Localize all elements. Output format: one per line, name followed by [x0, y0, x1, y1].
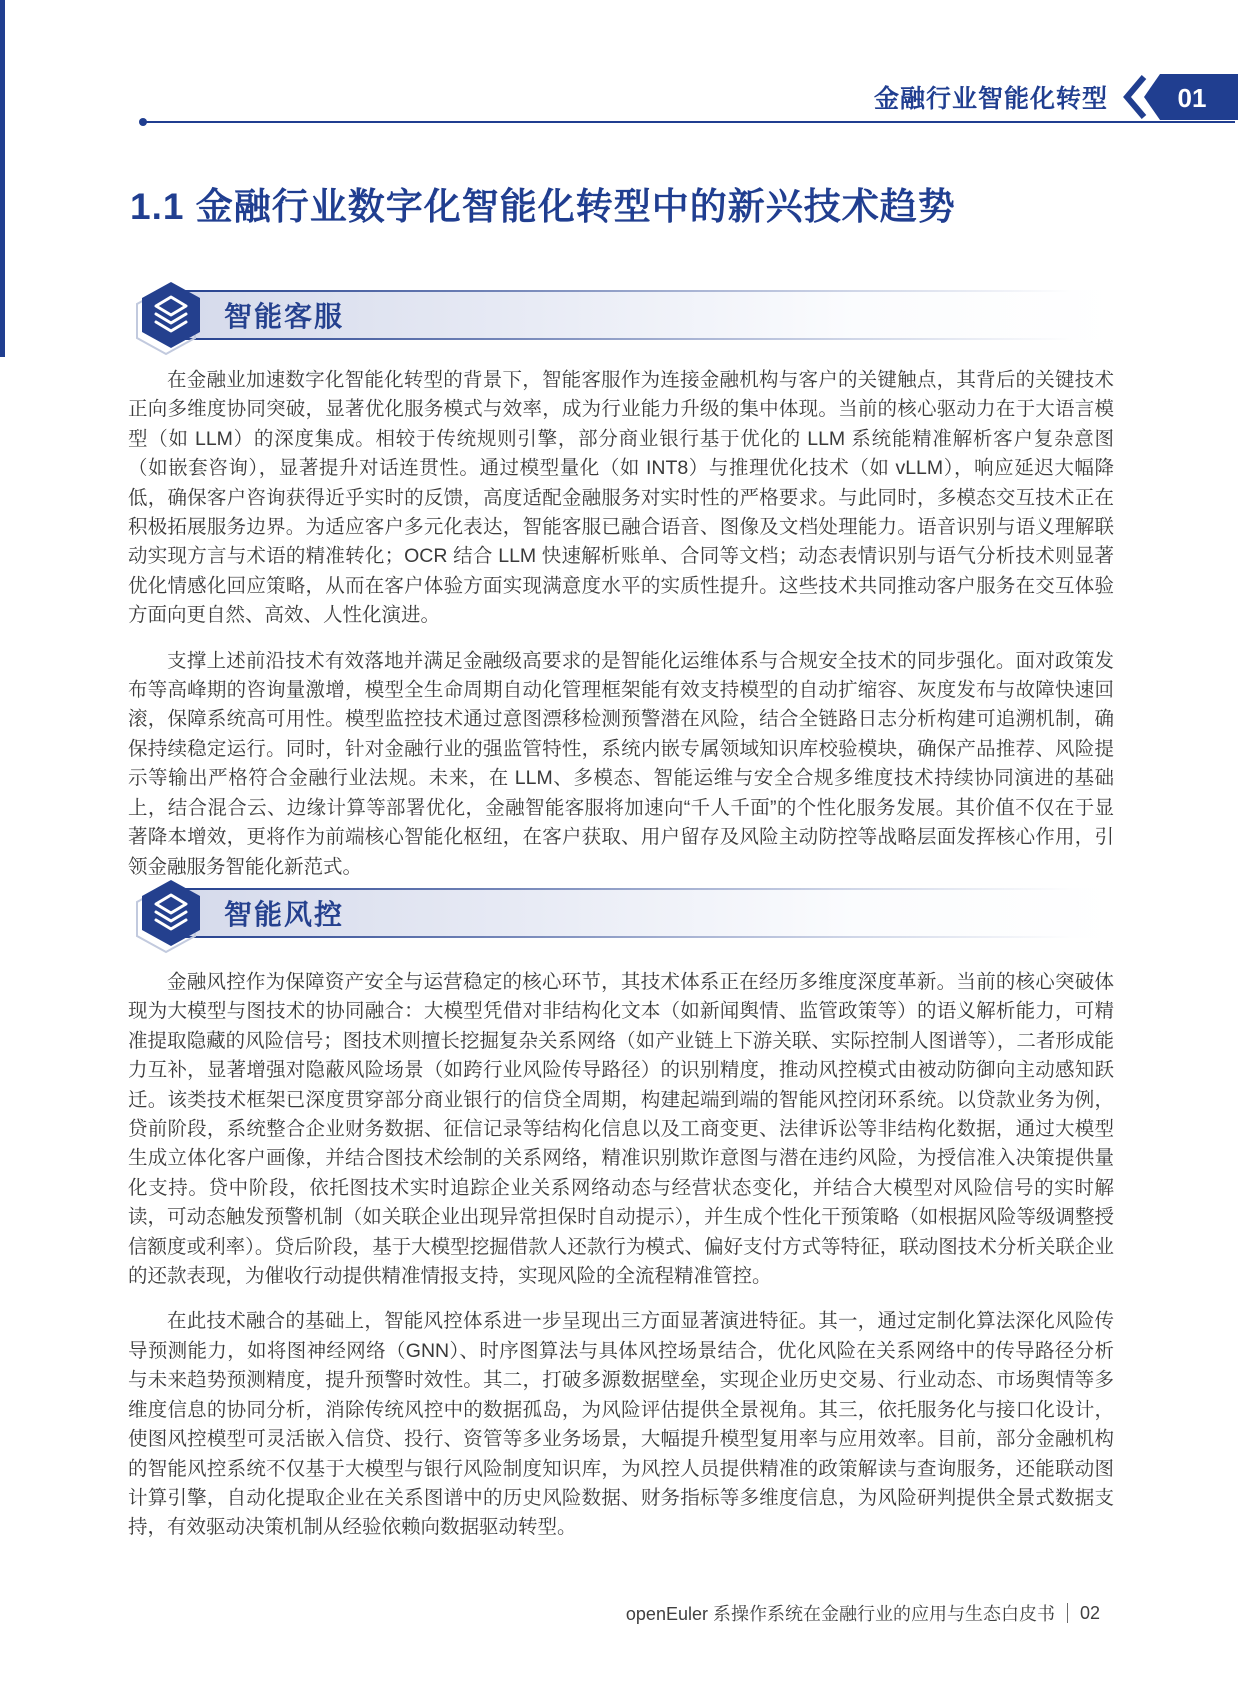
paragraph: 金融风控作为保障资产安全与运营稳定的核心环节，其技术体系正在经历多维度深度革新。当前的核心突破体现为大模型与图技术的协同融合：大模型凭借对非结构化文本（如新闻舆情、监管政策等）的语义解析能力，可精准提取隐藏的风险信号；图技术则擅长挖掘复杂关系网络（如产业链上下游关联、实际控制人图谱等），二者形成能力互补，显著增强对隐蔽风险场景（如跨行业风险传导路径）的识别精度，推动风控模式由被动防御向主动感知跃迁。该类技术框架已深度贯穿部分商业银行的信贷全周期，构建起端到端的智能风控闭环系统。以贷款业务为例，贷前阶段，系统整合企业财务数据、征信记录等结构化信息以及工商变更、法律诉讼等非结构化数据，通过大模型生成立体化客户画像，并结合图技术绘制的关系网络，精准识别欺诈意图与潜在违约风险，为授信准入决策提供量化支持。贷中阶段，依托图技术实时追踪企业关系网络动态与经营状态变化，并结合大模型对风险信号的实时解读，可动态触发预警机制（如关联企业出现异常担保时自动提示），并生成个性化干预策略（如根据风险等级调整授信额度或利率）。贷后阶段，基于大模型挖掘借款人还款行为模式、偏好支付方式等特征，联动图技术分析关联企业的还款表现，为催收行动提供精准情报支持，实现风险的全流程精准管控。	[128, 971, 1114, 1288]
page-footer	[626, 1600, 1100, 1626]
footer-page-number: 02	[1079, 1602, 1100, 1623]
page-header	[0, 74, 1238, 120]
footer-divider	[1067, 1603, 1068, 1623]
layers-icon	[136, 878, 206, 956]
section-body-smart-risk-control	[128, 968, 1114, 1543]
header-section-label: 金融行业智能化转型	[873, 85, 1108, 113]
footer-book-title: openEuler 系操作系统在金融行业的应用与生态白皮书	[625, 1604, 1055, 1624]
section-heading: 智能客服	[224, 301, 345, 332]
left-accent-bar	[0, 0, 5, 357]
page-number-badge	[1118, 74, 1238, 120]
paragraph: 支撑上述前沿技术有效落地并满足金融级高要求的是智能化运维体系与合规安全技术的同步强化。面对政策发布等高峰期的咨询量激增，模型全生命周期自动化管理框架能有效支持模型的自动扩缩容、灰度发布与故障快速回滚，保障系统高可用性。模型监控技术通过意图漂移检测预警潜在风险，结合全链路日志分析构建可追溯机制，确保持续稳定运行。同时，针对金融行业的强监管特性，系统内嵌专属领域知识库校验模块，确保产品推荐、风险提示等输出严格符合金融行业法规。未来，在 LLM、多模态、智能运维与安全合规多维度技术持续协同演进的基础上，结合混合云、边缘计算等部署优化，金融智能客服将加速向“千人千面”的个性化服务发展。其价值不仅在于显著降本增效，更将作为前端核心智能化枢纽，在客户获取、用户留存及风险主动防控等战略层面发挥核心作用，引领金融服务智能化新范式。	[128, 649, 1114, 878]
chapter-title: 1.1 金融行业数字化智能化转型中的新兴技术趋势	[130, 186, 956, 227]
section-heading: 智能风控	[224, 899, 345, 930]
layers-icon	[136, 280, 206, 358]
paragraph: 在此技术融合的基础上，智能风控体系进一步呈现出三方面显著演进特征。其一，通过定制化算法深化风险传导预测能力，如将图神经网络（GNN）、时序图算法与具体风控场景结合，优化风险在关系网络中的传导路径分析与未来趋势预测精度，提升预警时效性。其二，打破多源数据壁垒，实现企业历史交易、行业动态、市场舆情等多维度信息的协同分析，消除传统风控中的数据孤岛，为风险评估提供全景视角。其三，依托服务化与接口化设计，使图风控模型可灵活嵌入信贷、投行、资管等多业务场景，大幅提升模型复用率与应用效率。目前，部分金融机构的智能风控系统不仅基于大模型与银行风险制度知识库，为风控人员提供精准的政策解读与查询服务，还能联动图计算引擎，自动化提取企业在关系图谱中的历史风险数据、财务指标等多维度信息，为风险研判提供全景式数据支持，有效驱动决策机制从经验依赖向数据驱动转型。	[128, 1310, 1114, 1539]
header-divider-line	[141, 121, 1235, 123]
section-header-smart-customer-service	[130, 278, 1120, 358]
section-body-smart-customer-service	[128, 366, 1114, 882]
chevron-left-icon	[1127, 77, 1144, 117]
section-header-smart-risk-control	[130, 876, 1120, 956]
paragraph: 在金融业加速数字化智能化转型的背景下，智能客服作为连接金融机构与客户的关键触点，其背后的关键技术正向多维度协同突破，显著优化服务模式与效率，成为行业能力升级的集中体现。当前的核心驱动力在于大语言模型（如 LLM）的深度集成。相较于传统规则引擎，部分商业银行基于优化的 LLM 系统能精准解析客户复杂意图（如嵌套咨询），显著提升对话连贯性。通过模型量化（如 INT8）与推理优化技术（如 vLLM），响应延迟大幅降低，确保客户咨询获得近乎实时的反馈，高度适配金融服务对实时性的严格要求。与此同时，多模态交互技术正在积极拓展服务边界。为适应客户多元化表达，智能客服已融合语音、图像及文档处理能力。语音识别与语义理解联动实现方言与术语的精准转化；OCR 结合 LLM 快速解析账单、合同等文档；动态表情识别与语气分析技术则显著优化情感化回应策略，从而在客户体验方面实现满意度水平的实质性提升。这些技术共同推动客户服务在交互体验方面向更自然、高效、人性化演进。	[128, 369, 1114, 627]
badge-page-number: 01	[1177, 83, 1207, 113]
